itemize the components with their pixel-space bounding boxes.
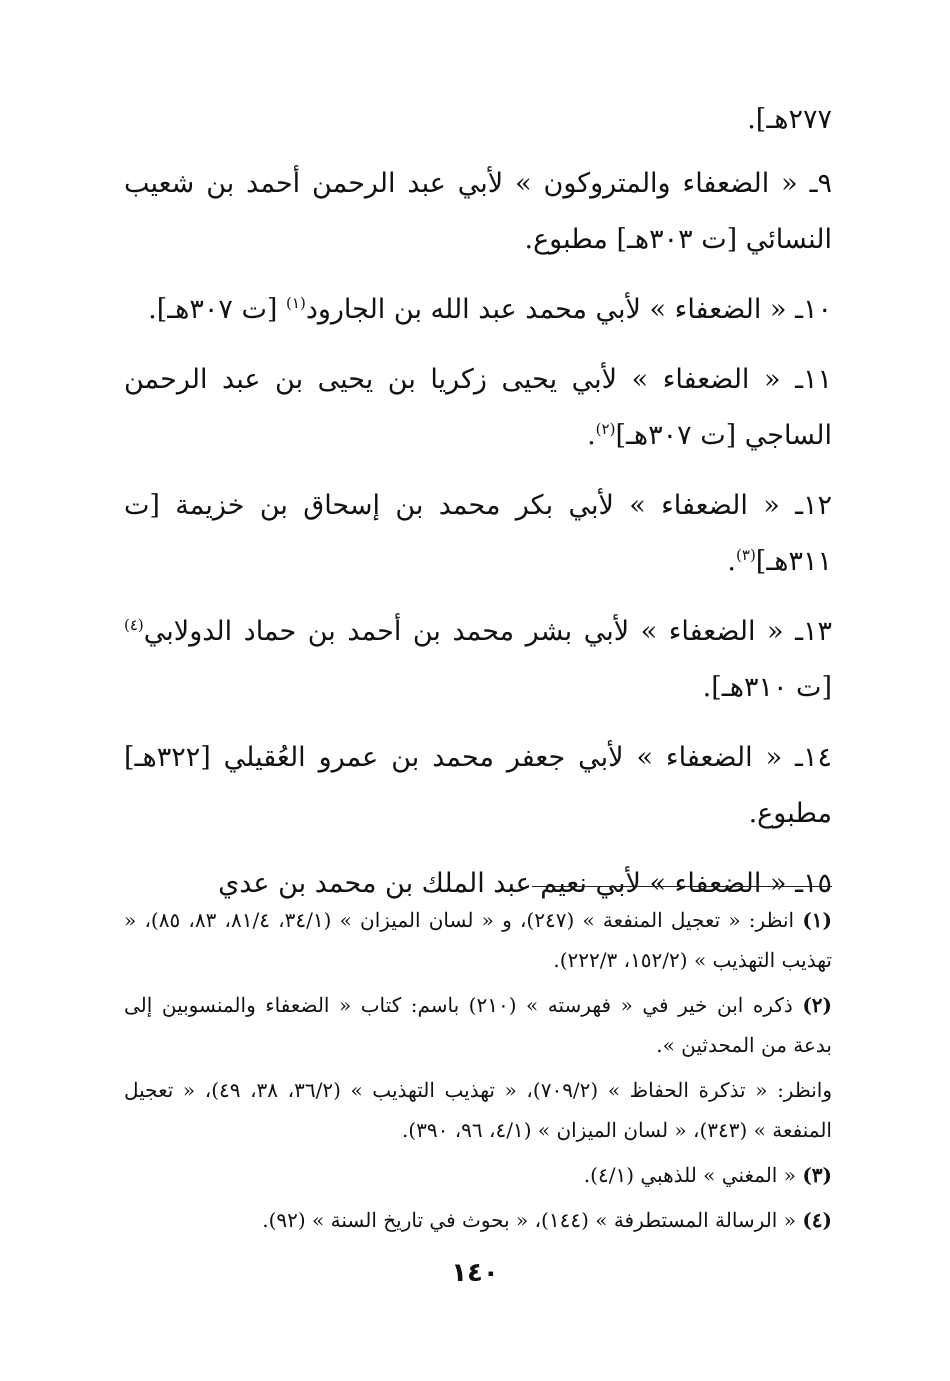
paragraph-item-12 xyxy=(124,478,832,590)
paragraph-item-10 xyxy=(124,282,832,338)
footnote-text: انظر: « تعجيل المنفعة » (٢٤٧)، و « لسان الميزان » (٣٤/١، ٨١/٤، ٨٣، ٨٥)، « تهذيب التهذيب » (١٥٢/٢، ٢٢٢/٣). xyxy=(124,908,832,972)
paragraph-text: ٢٧٧هـ]. xyxy=(747,104,832,135)
page-number: ١٤٠ xyxy=(451,1258,499,1288)
footnote-text: ذكره ابن خير في « فهرسته » (٢١٠) باسم: كتاب « الضعفاء والمنسوبين إلى بدعة من المحدثين ». xyxy=(124,993,832,1057)
paragraph-text: ١٤ـ « الضعفاء » لأبي جعفر محمد بن عمرو العُقيلي [٣٢٢هـ] مطبوع. xyxy=(124,742,832,829)
paragraph-text-tail: [ت ٣١٠هـ]. xyxy=(702,672,832,703)
footnote-marker: (٢) xyxy=(595,420,616,438)
paragraph-item-14 xyxy=(124,730,832,842)
footnote-number: (١) xyxy=(802,908,832,932)
footnote-text: وانظر: « تذكرة الحفاظ » (٧٠٩/٢)، « تهذيب التهذيب » (٣٦/٢، ٣٨، ٤٩)، « تعجيل المنفعة » (٣٤٣)، « لسان الميزان » (٤/١، ٩٦، ٣٩٠). xyxy=(124,1078,833,1142)
paragraph-period: . xyxy=(587,420,596,451)
paragraph-item-13 xyxy=(124,604,832,716)
footnote-4 xyxy=(124,1200,832,1240)
paragraph-text-tail: [ت ٣٠٧هـ]. xyxy=(148,294,287,325)
paragraph-text: ١١ـ « الضعفاء » لأبي يحيى زكريا بن يحيى بن عبد الرحمن الساجي [ت ٣٠٧هـ] xyxy=(124,364,832,451)
paragraph-item-9 xyxy=(124,156,832,268)
footnote-marker: (١) xyxy=(286,294,306,312)
footnote-number: (٤) xyxy=(802,1208,832,1232)
paragraph-text: ١٣ـ « الضعفاء » لأبي بشر محمد بن أحمد بن حماد الدولابي xyxy=(143,616,832,647)
paragraph-period: . xyxy=(727,546,737,577)
paragraph-text: ١٠ـ « الضعفاء » لأبي محمد عبد الله بن الجارود xyxy=(305,294,832,325)
footnote-1 xyxy=(124,900,832,980)
footnote-number: (٣) xyxy=(802,1163,832,1187)
footnote-text: « الرسالة المستطرفة » (١٤٤)، « بحوث في تاريخ السنة » (٩٢). xyxy=(262,1208,796,1232)
footnote-divider xyxy=(532,886,832,887)
main-text xyxy=(124,92,832,926)
paragraph-text: ١٢ـ « الضعفاء » لأبي بكر محمد بن إسحاق بن خزيمة [ت ٣١١هـ] xyxy=(124,490,832,577)
footnote-3 xyxy=(124,1155,832,1195)
footnotes xyxy=(124,900,832,1245)
footnote-2-continuation xyxy=(124,1070,832,1150)
paragraph-text: ٩ـ « الضعفاء والمتروكون » لأبي عبد الرحمن أحمد بن شعيب النسائي [ت ٣٠٣هـ] مطبوع. xyxy=(124,168,832,255)
footnote-marker: (٤) xyxy=(124,616,144,634)
footnote-text: « المغني » للذهبي (٤/١). xyxy=(583,1163,796,1187)
paragraph-text: ١٥ـ « الضعفاء » لأبي نعيم عبد الملك بن محمد بن عدي xyxy=(218,868,832,899)
footnote-2 xyxy=(124,985,832,1065)
paragraph-continuation xyxy=(124,92,832,148)
footnote-marker: (٣) xyxy=(736,546,756,564)
footnote-number: (٢) xyxy=(802,993,832,1017)
paragraph-item-11 xyxy=(124,352,832,464)
